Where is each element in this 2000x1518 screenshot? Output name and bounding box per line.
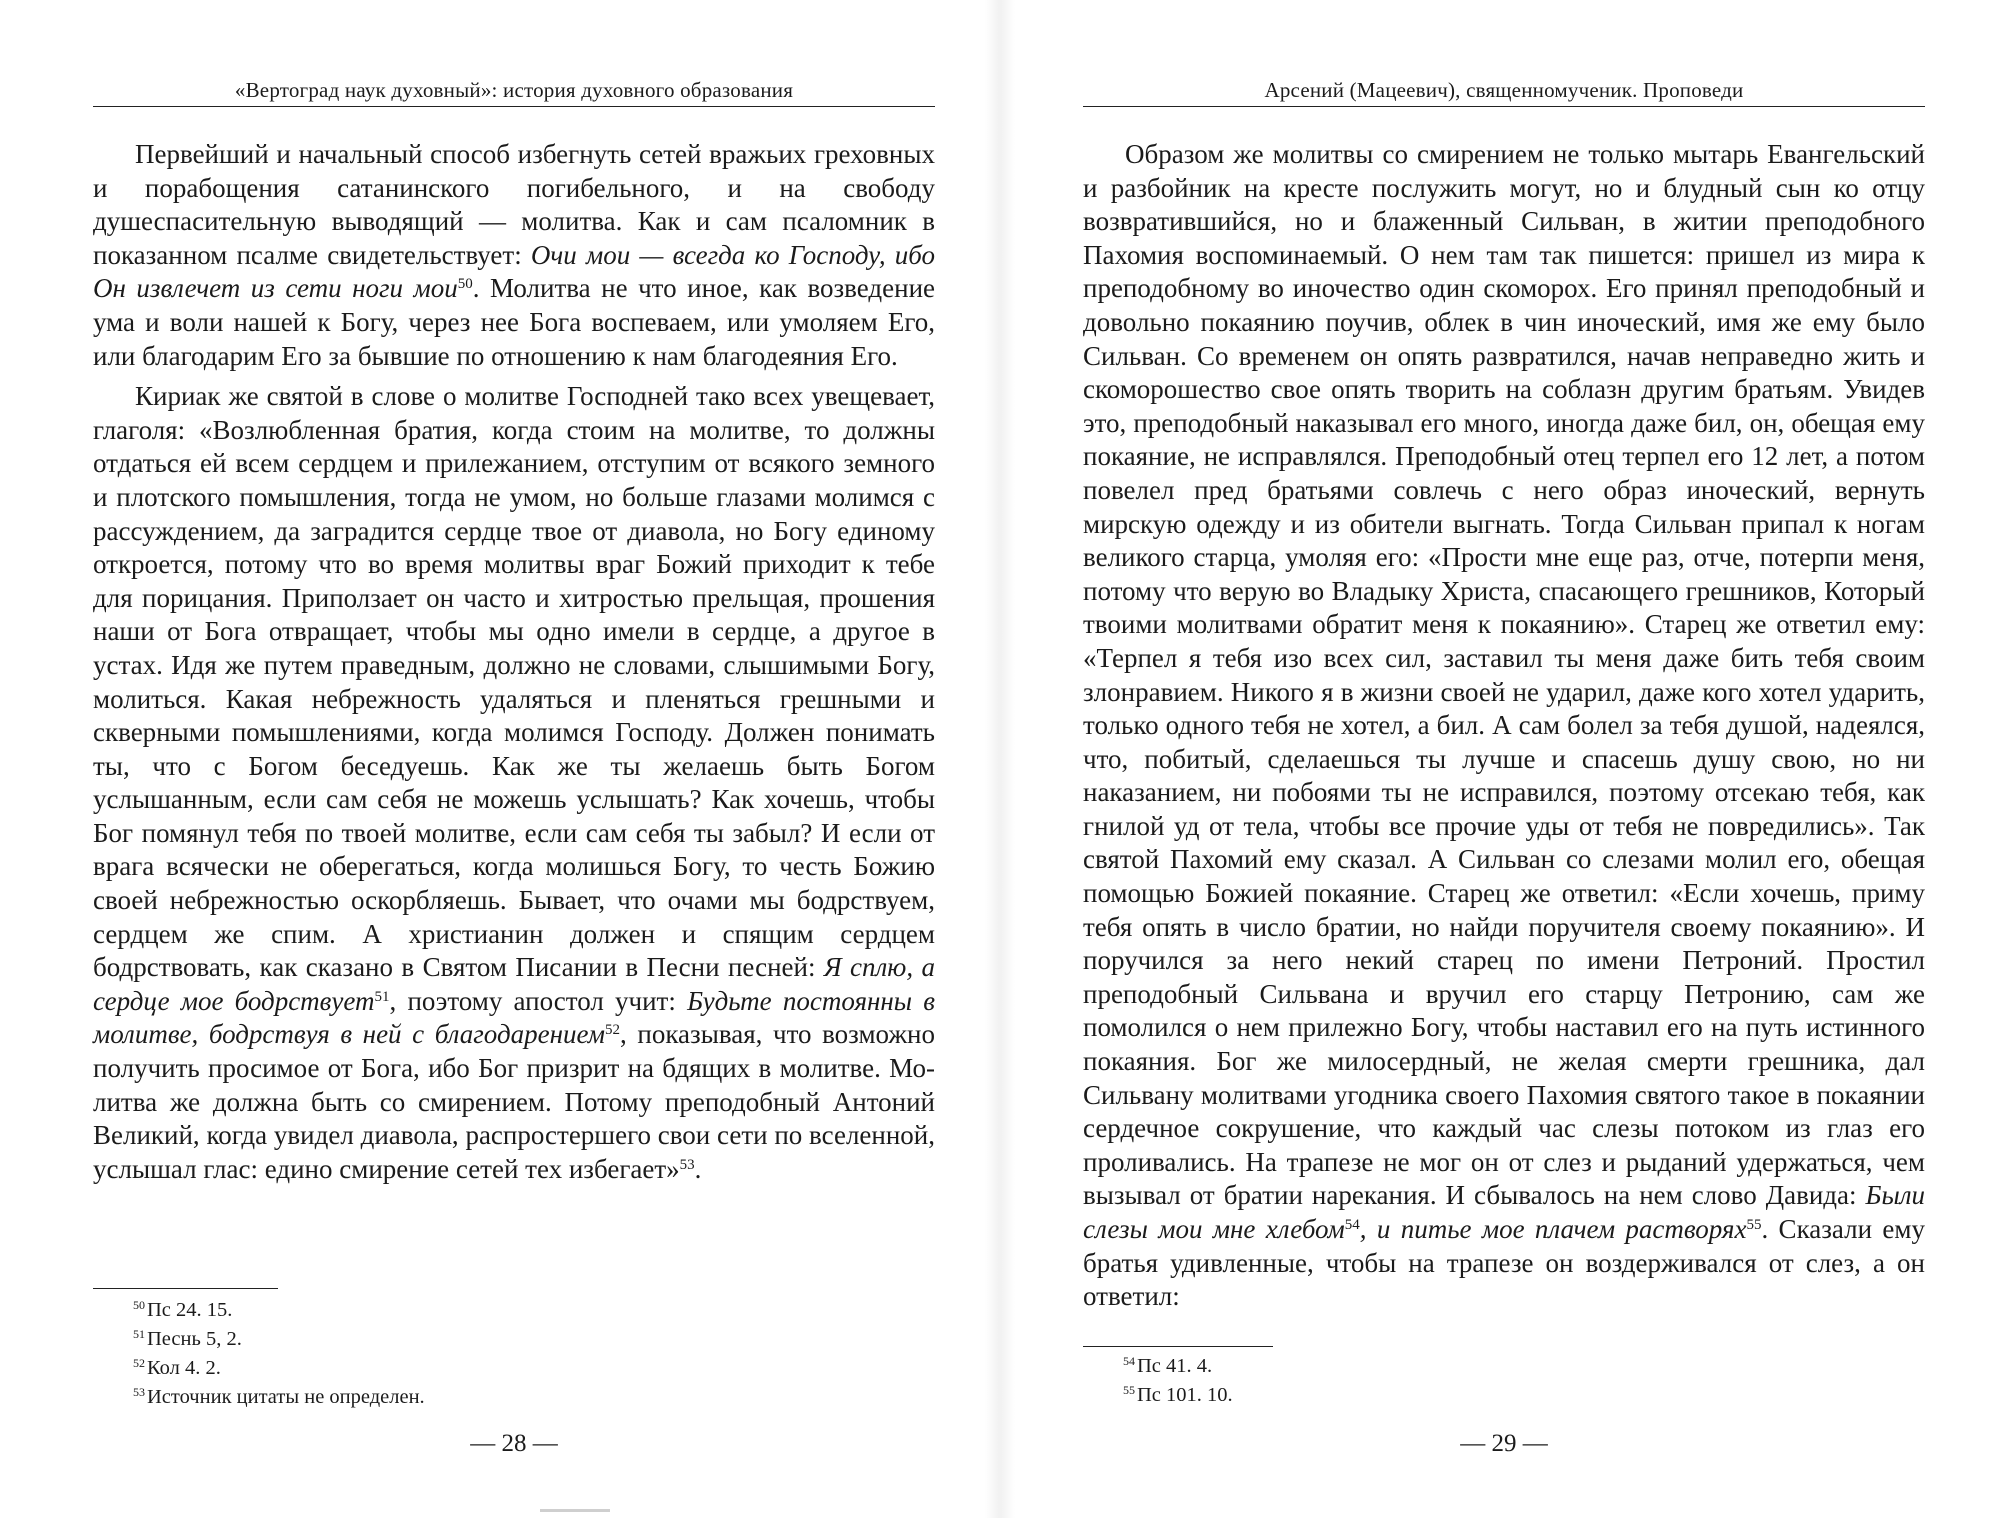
right-body-text	[1083, 138, 1925, 1314]
left-running-head: «Вертоград наук духовный»: история духовного образования	[234, 78, 794, 102]
footnote: $^{52}$Кол 4. 2.	[133, 1356, 221, 1379]
footnote: $^{54}$Пс 41. 4.	[1123, 1354, 1213, 1377]
right-footnotes	[1123, 1352, 1233, 1410]
scripture-quote: Были слезы мои мне хлебом	[1083, 1180, 1925, 1244]
paragraph: Первейший и начальный способ избегнуть сетей вражьих греховных и порабощения сатанинского погибельного, и на свободу душеспасительную выводящий — молитва. Как и сам псаломник в показанном псалме свидетельствует: Очи мои — всегда ко Господу, ибо Он извлечет из сети ноги мои$^{50}$. Молитва не что иное, как возведение ума и воли нашей к Богу, через нее Бога воспеваем, или умоляем Его, или благодарим Его за бывшие по отношению к нам благодеяния Его.	[93, 139, 935, 371]
right-header-rule	[1083, 106, 1925, 107]
left-page-number: — 28 —	[470, 1430, 558, 1457]
footnote-ref: 52	[605, 1022, 621, 1039]
footnote: $^{53}$Источник цитаты не определен.	[133, 1385, 425, 1408]
right-page-number: — 29 —	[1460, 1430, 1548, 1457]
footnote-ref: 54	[1344, 1217, 1360, 1233]
footnote-ref: 55	[1746, 1217, 1762, 1233]
scripture-quote: Очи мои — всегда ко Господу, ибо Он извлечет из сети ноги мои	[93, 239, 935, 304]
footnote-ref: 53	[679, 1156, 695, 1173]
scripture-quote: Я сплю, а сердце мое бодрствует	[93, 952, 935, 1016]
page-edge-mark	[540, 1509, 610, 1512]
right-footnote-rule	[1083, 1346, 1273, 1347]
footnote: $^{51}$Песнь 5, 2.	[133, 1327, 242, 1350]
right-page	[1000, 0, 2000, 1518]
footnote: $^{50}$Пс 24. 15.	[133, 1298, 233, 1321]
left-footnote-rule	[93, 1288, 278, 1289]
footnote-ref: 51	[374, 988, 390, 1005]
left-footnotes	[133, 1296, 425, 1412]
right-running-head: Арсений (Мацеевич), священномученик. Проповеди	[1264, 78, 1744, 102]
left-header-rule	[93, 106, 935, 107]
footnote-ref: 50	[457, 276, 473, 293]
scripture-quote: , и питье мое плачем растворях	[1359, 1214, 1747, 1244]
left-body-text	[93, 138, 935, 1186]
footnote: $^{55}$Пс 101. 10.	[1123, 1383, 1233, 1406]
paragraph: Кириак же святой в слове о молитве Господней тако всех увещевает, глаголя: «Возлюбленная братия, когда стоим на молитве, то должны отдаться ей всем сердцем и прилежанием, отступим от всякого земного и плотского помышления, тогда не умом, но больше глазами молимся с рассуждением, да заградится сердце твое от диавола, но Богу единому откроется, потому что во время молитвы враг Божий приходит к тебе для порицания. Приползает он часто и хитростью прельщая, прошения наши от Бога отвращает, чтобы мы одно имели в сердце, а другое в устах. Идя же путем праведным, должно не словами, слышимыми Богу, молиться. Какая небрежность удаляться и пленяться грешными и скверными помышлениями, когда молимся Господу. Должен понимать ты, что с Богом беседуешь. Как же ты желаешь быть Богом услышанным, если сам себя не можешь услышать? Как хочешь, чтобы Бог помянул тебя по твоей молитве, если сам себя ты забыл? И если от врага всячески не оберегаться, когда молишься Богу, то честь Божию своей небрежностью оскорбляешь. Бывает, что очами мы бодрствуем, сердцем же спим. А христианин должен и спящим сердцем бодрствовать, как сказано в Святом Писании в Песни песней: Я сплю, а сердце мое бодрствует$^{51}$, поэтому апостол учит: Будьте постоянны в молитве, бодрствуя в ней с благодарением$^{52}$, показывая, что возможно получить просимое от Бога, ибо Бог призрит на бдящих в молитве. Молитва же должна быть со смирением. Потому преподобный Антоний Великий, когда увидел диавола, распростершего свои сети по вселенной, услышал глас: едино смирение сетей тех избегает»$^{53}$.	[93, 381, 935, 1184]
scripture-quote: Будьте постоянны в молитве, бодрствуя в ней с благодарением	[93, 985, 935, 1050]
paragraph: Образом же молитвы со смирением не только мытарь Евангельский и разбойник на кресте послужить могут, но и блудный сын ко отцу возвратившийся, но и блаженный Сильван, в житии преподобного Пахомия воспоминаемый. О нем там так пишется: пришел из мира к преподобному во иночество один скоморох. Его принял преподобный и довольно покаянию поучив, облек в чин иноческий, имя же ему было Сильван. Со временем он опять развратился, начав неправедно жить и скоморошество свое опять творить на соблазн другим братьям. Увидев это, преподобный наказывал его много, иногда даже бил, он, обещая ему покаяние, не исправлялся. Преподобный отец терпел его 12 лет, а потом повелел пред братьями совлечь с него образ иноческий, вернуть мирскую одежду и из обители выгнать. Тогда Сильван припал к ногам великого старца, умоляя его: «Прости мне еще раз, отче, потерпи меня, потому что верую во Владыку Христа, спасающего грешников, Который твоими молитвами обратит меня к покаянию». Старец же ответил ему: «Терпел я тебя изо всех сил, заставил ты меня даже бить тебя своим злонравием. Никого я в жизни своей не ударил, даже кого хотел ударить, только одного тебя не хотел, а бил. А сам болел за тебя душой, надеялся, что, побитый, сделаешься ты лучше и спасешь душу свою, но ни наказанием, ни побоями ты не исправился, поэтому отсекаю тебя, как гнилой уд от тела, чтобы все прочие уды от тебя не повредились». Так святой Пахомий ему сказал. А Сильван со слезами молил его, обещая помощью Божией покаяние. Старец же ответил: «Если хочешь, приму тебя опять в число братии, но найди поручителя своему покаянию». И поручился за него некий старец по имени Петроний. Простил преподобный Сильвана и вручил его старцу Петронию, сам же помолился о нем прилежно Богу, чтобы наставил его на путь истинного покаяния. Бог же милосердный, не желая смерти грешника, дал Сильвану молитвами угодника своего Пахомия святого такое в покаянии сердечное сокрушение, что каждый час слезы потоком из глаз его проливались. На трапезе не мог он от слез и рыданий удержаться, чем вызывал от братии нарекания. И сбывалось на нем слово Давида: Были слезы мои мне хлебом$^{54}$, и питье мое плачем растворях$^{55}$. Сказали ему братья удивленные, чтобы на трапезе он воздерживался от слез, а он ответил:	[1083, 139, 1925, 1312]
